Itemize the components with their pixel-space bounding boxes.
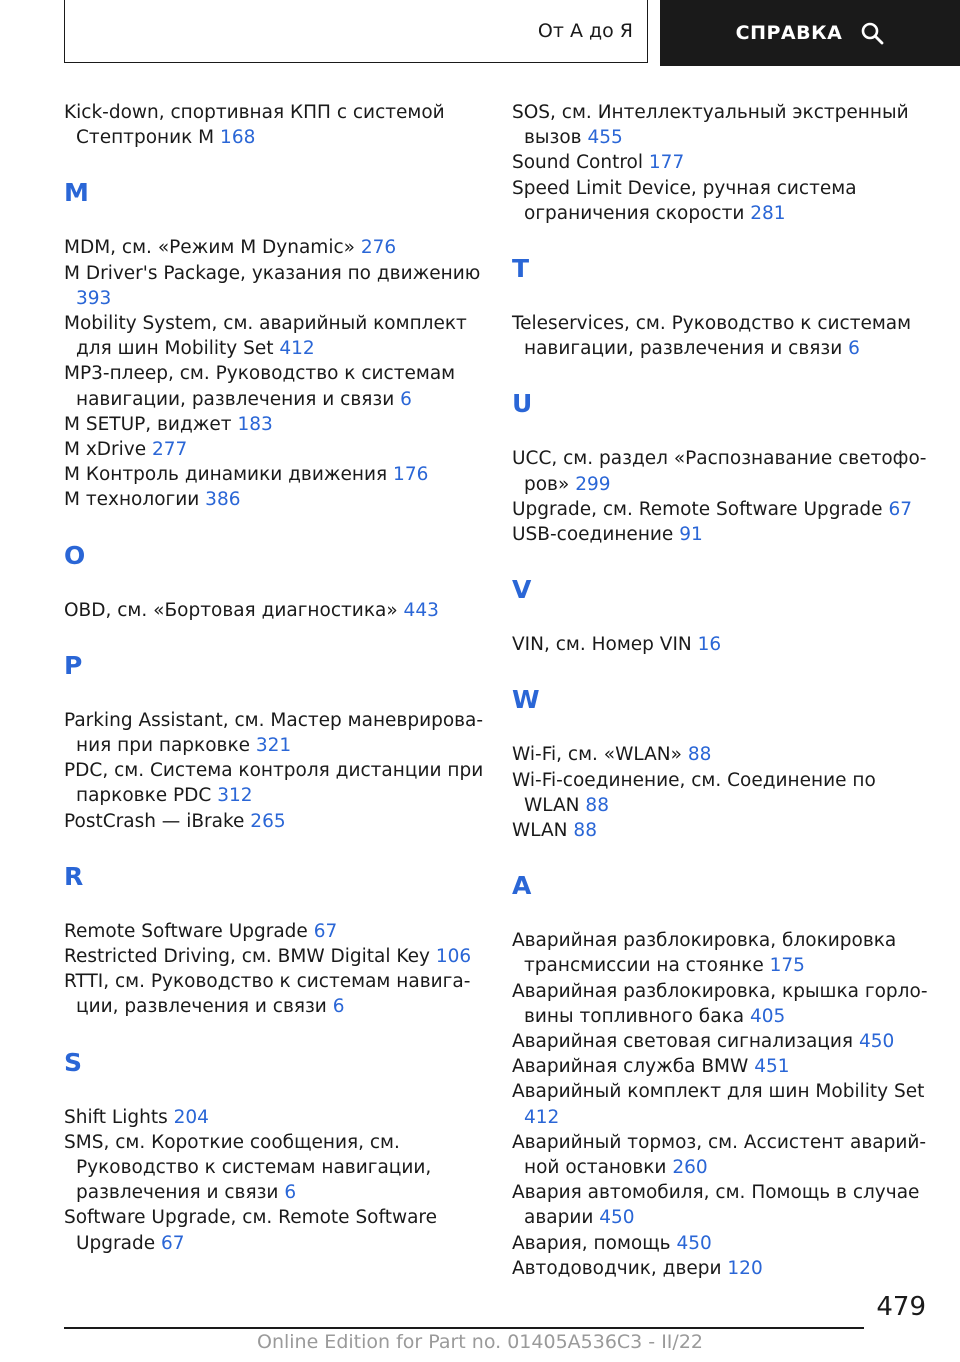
index-page-link[interactable]: 183 [237, 413, 273, 435]
index-entry [64, 809, 484, 834]
index-page-link[interactable]: 6 [848, 338, 860, 360]
index-entry [64, 1105, 484, 1130]
index-entry-text: Аварийная разблокировка, блокировка трансмиссии на стоянке [512, 930, 897, 977]
index-entry [512, 632, 932, 657]
index-page-link[interactable]: 175 [769, 955, 805, 977]
index-entry [512, 818, 932, 843]
index-entry-text: Parking Assistant, см. Мастер маневрирования при парковке [64, 709, 484, 757]
index-entry-text: Аварийная световая сигнализация [512, 1031, 854, 1053]
index-entry-text: Teleservices, см. Руководство к системам навигации, развлечения и связи [512, 313, 912, 360]
index-entry-text: Авария автомобиля, см. Помощь в случае аварии [512, 1182, 920, 1229]
index-entry-text: M Driver's Package, указания по движению [64, 262, 481, 284]
footer-divider [64, 1327, 864, 1329]
index-entry [512, 100, 932, 150]
index-entry [512, 150, 932, 175]
index-letter-heading: P [64, 650, 83, 680]
index-page-link[interactable]: 67 [161, 1232, 185, 1254]
index-entry [512, 1180, 932, 1230]
index-entry-text: PostCrash — iBrake [64, 810, 245, 832]
index-entry-text: PDC, см. Система контроля дистанции при парковке PDC [64, 760, 484, 807]
index-entry [512, 979, 932, 1029]
index-entry [64, 100, 484, 150]
tab-a-to-z[interactable] [64, 0, 648, 63]
index-letter-heading: S [64, 1047, 83, 1077]
index-entry [512, 1054, 932, 1079]
index-letter-heading: O [64, 540, 86, 570]
index-entry [512, 446, 932, 496]
index-page-link[interactable]: 260 [672, 1157, 708, 1179]
index-page-link[interactable]: 67 [888, 498, 912, 520]
index-entry [64, 311, 484, 361]
index-entry [64, 261, 484, 311]
tab-help-label: СПРАВКА [735, 22, 843, 44]
index-entry-text: M SETUP, виджет [64, 413, 232, 435]
top-navigation [0, 0, 960, 66]
index-entry [512, 768, 932, 818]
index-entry [64, 708, 484, 758]
index-letter-heading: T [512, 254, 530, 284]
footer-edition: Online Edition for Part no. 01405A536C3 - II/22 [256, 1331, 703, 1353]
index-page-link[interactable]: 412 [279, 338, 315, 360]
index-page-link[interactable]: 204 [173, 1106, 209, 1128]
index-letter-heading: V [512, 575, 532, 605]
index-entry-text: Remote Software Upgrade [64, 920, 308, 942]
index-entry [512, 1079, 932, 1129]
index-page-link[interactable]: 106 [435, 946, 472, 968]
index-entry-text: WLAN [512, 820, 568, 842]
index-entry-text: USB-соединение [512, 524, 674, 546]
index-letter-heading: M [64, 178, 89, 208]
index-entry-text: Shift Lights [64, 1106, 168, 1128]
index-column-right [512, 100, 932, 1281]
index-letter-heading: W [512, 685, 540, 715]
index-entry [64, 361, 484, 411]
index-entry-text: M Контроль динамики движения [64, 464, 388, 486]
index-page-link[interactable]: 386 [205, 489, 241, 511]
index-column-left [64, 100, 484, 1256]
index-entry-text: M xDrive [64, 439, 147, 461]
index-page-link[interactable]: 6 [332, 996, 345, 1018]
index-page-link[interactable]: 265 [250, 810, 286, 832]
index-entry [512, 742, 932, 767]
index-page-link[interactable]: 321 [255, 735, 292, 757]
index-entry [512, 1231, 932, 1256]
index-page-link[interactable]: 88 [585, 794, 609, 816]
tab-help[interactable] [660, 0, 960, 66]
index-page-link[interactable]: 312 [217, 785, 253, 807]
index-page-link[interactable]: 299 [575, 473, 611, 495]
index-entry-text: OBD, см. «Бортовая диагностика» [64, 599, 398, 621]
index-page-link[interactable]: 177 [648, 152, 685, 174]
index-entry-text: SOS, см. Интеллектуальный экстренный вызов [512, 102, 909, 149]
index-page-link[interactable]: 281 [750, 202, 786, 224]
index-entry [512, 522, 932, 547]
page-number: 479 [876, 1292, 926, 1322]
index-page-link[interactable]: 91 [679, 524, 703, 546]
index-page-link[interactable]: 405 [749, 1005, 786, 1027]
index-page-link[interactable]: 176 [393, 464, 429, 486]
index-entry-text: Аварийный тормоз, см. Ассистент аварийной остановки [512, 1131, 927, 1179]
index-entry-text: UCC, см. раздел «Распознавание светофоров» [512, 448, 927, 495]
index-entry [64, 437, 484, 462]
index-entry-text: Аварийная служба BMW [512, 1056, 749, 1078]
index-page-link[interactable]: 450 [858, 1031, 895, 1053]
index-page-link[interactable]: 450 [599, 1207, 635, 1229]
index-entry [512, 1130, 932, 1180]
index-page-link[interactable]: 451 [754, 1056, 790, 1078]
index-entry [512, 928, 932, 978]
index-page-link[interactable]: 6 [284, 1182, 297, 1204]
index-page-link[interactable]: 88 [573, 820, 597, 842]
index-entry-text: Авария, помощь [512, 1232, 671, 1254]
search-icon [860, 21, 884, 45]
index-entry-text: Аварийная разблокировка, крышка горловины топливного бака [512, 980, 928, 1027]
index-entry [64, 1205, 484, 1255]
index-entry [512, 1029, 932, 1054]
index-entry-text: Speed Limit Device, ручная система ограничения скорости [512, 177, 857, 224]
index-entry [64, 758, 484, 808]
index-entry [64, 487, 484, 512]
index-page-link[interactable]: 393 [76, 287, 112, 309]
index-entry [512, 176, 932, 226]
index-entry-text: Wi-Fi-соединение, см. Соединение по WLAN [512, 769, 876, 816]
index-entry-text: VIN, см. Номер VIN [512, 634, 692, 656]
index-entry [64, 598, 484, 623]
index-entry-text: Автодоводчик, двери [512, 1257, 722, 1279]
index-entry-text: Mobility System, см. аварийный комплект для шин Mobility Set [64, 313, 467, 360]
tab-a-to-z-label: От А до Я [537, 20, 633, 42]
index-entry [64, 969, 484, 1019]
index-entry [64, 412, 484, 437]
index-page-link[interactable]: 450 [676, 1232, 712, 1254]
index-letter-heading: U [512, 389, 533, 419]
index-entry [64, 1130, 484, 1206]
index-page-link[interactable]: 455 [587, 127, 623, 149]
index-page-link[interactable]: 120 [727, 1257, 763, 1279]
index-page-link[interactable]: 16 [697, 634, 722, 656]
index-page-link[interactable]: 6 [400, 388, 412, 410]
index-entry [64, 944, 484, 969]
index-entry-text: Kick-down, спортивная КПП с системой Стептроник M [64, 102, 445, 149]
index-entry [64, 462, 484, 487]
index-entry [64, 235, 484, 260]
index-page-link[interactable]: 412 [524, 1106, 560, 1128]
index-entry [64, 919, 484, 944]
index-entry [512, 311, 932, 361]
index-letter-heading: R [64, 861, 84, 891]
index-page-link[interactable]: 276 [360, 237, 397, 259]
index-entry-text: Wi-Fi, см. «WLAN» [512, 744, 682, 766]
index-entry [512, 497, 932, 522]
index-entry-text: Software Upgrade, см. Remote Software Upgrade [64, 1207, 437, 1254]
index-page-link[interactable]: 443 [403, 599, 439, 621]
index-page-link[interactable]: 168 [220, 127, 256, 149]
index-entry-text: MP3-плеер, см. Руководство к системам навигации, развлечения и связи [64, 363, 456, 410]
index-entry-text: Upgrade, см. Remote Software Upgrade [512, 498, 883, 520]
index-entry-text: Restricted Driving, см. BMW Digital Key [64, 946, 430, 968]
index-letter-heading: А [512, 871, 532, 901]
index-page-link[interactable]: 88 [687, 744, 712, 766]
index-entry-text: SMS, см. Короткие сообщения, см. Руководство к системам навигации, развлечения и связи [64, 1131, 432, 1204]
index-entry-text: M технологии [64, 489, 200, 511]
index-page-link[interactable]: 277 [152, 439, 188, 461]
index-entry-text: RTTI, см. Руководство к системам навигации, развлечения и связи [64, 971, 471, 1018]
index-entry-text: Аварийный комплект для шин Mobility Set [512, 1081, 925, 1103]
index-entry [512, 1256, 932, 1281]
index-entry-text: MDM, см. «Режим M Dynamic» [64, 237, 355, 259]
index-page-link[interactable]: 67 [313, 920, 338, 942]
index-entry-text: Sound Control [512, 152, 644, 174]
